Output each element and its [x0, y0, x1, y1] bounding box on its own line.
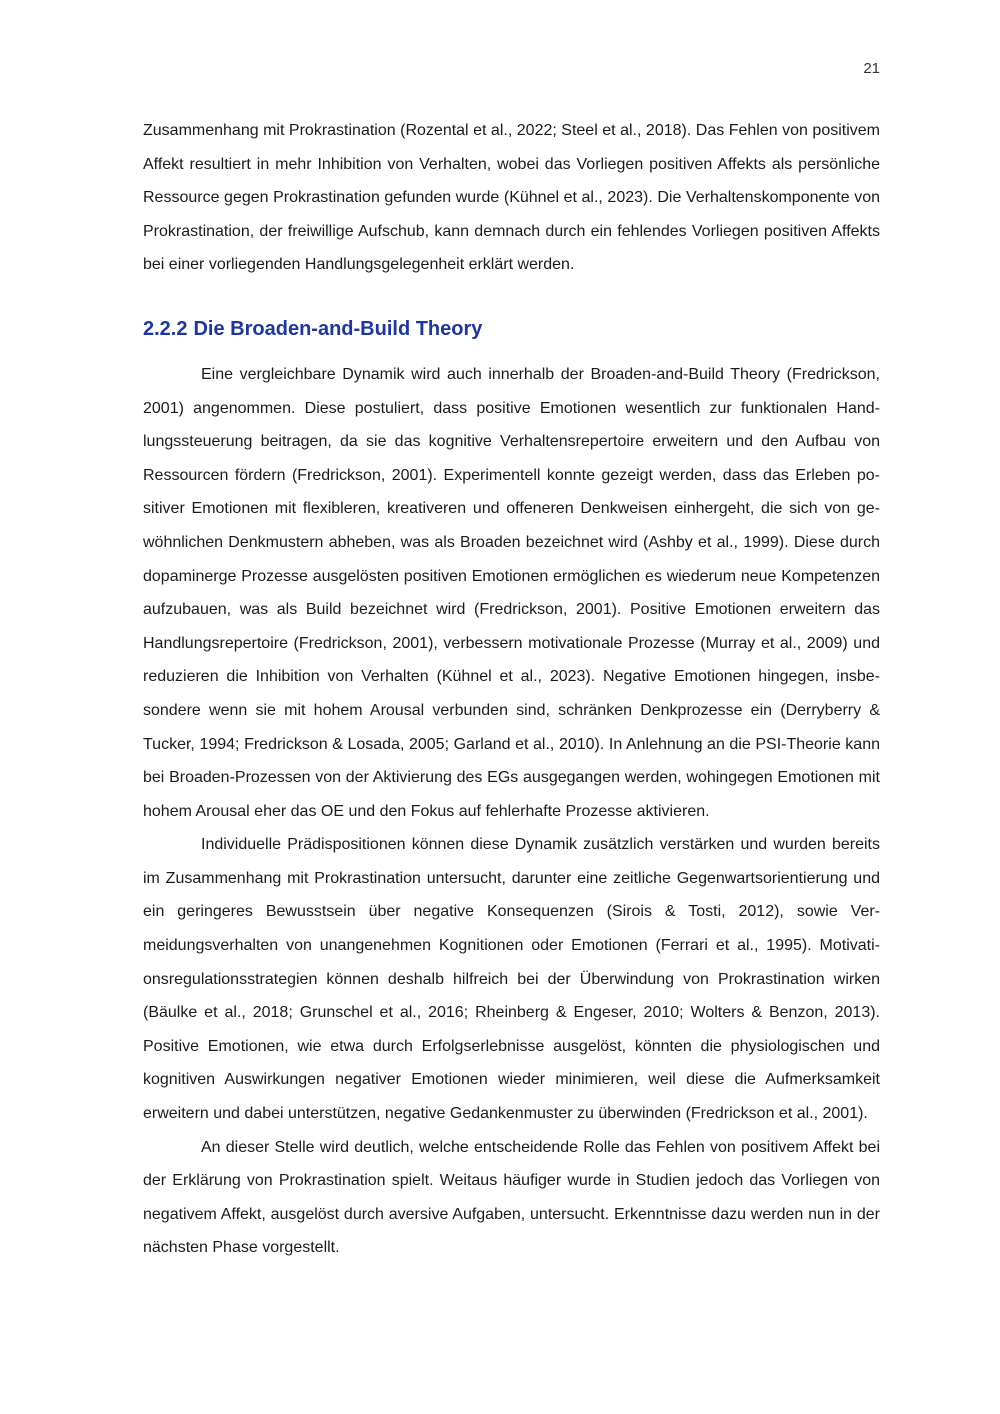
- paragraph-predispositions: Individuelle Prädispositionen können diese Dynamik zusätzlich verstärken und wurden bereits im Zusammenhang mit Prokrastination untersucht, darunter eine zeitliche Gegenwartsorientierung und ein geringeres Bewusstsein über negative Konsequenzen (Sirois & Tosti, 2012), sowie Vermeidungsverhalten von unangenehmen Kognitionen oder Emotionen (Ferrari et al., 1995). Motivationsregulationsstrategien können deshalb hilfreich bei der Überwindung von Prokrastination wirken (Bäulke et al., 2018; Grunschel et al., 2016; Rheinberg & Engeser, 2010; Wolters & Benzon, 2013). Positive Emotionen, wie etwa durch Erfolgserlebnisse ausgelöst, könnten die physiologischen und kognitiven Auswirkungen negativer Emotionen wieder minimieren, weil diese die Aufmerksamkeit erweitern und dabei unterstützen, negative Gedankenmuster zu überwinden (Fredrickson et al., 2001).: [143, 836, 880, 1123]
- section-heading: [143, 314, 880, 344]
- paragraph-continuation: Zusammenhang mit Prokrastination (Rozental et al., 2022; Steel et al., 2018). Das Fehlen von positivem Affekt resultiert in mehr Inhibition von Verhalten, wobei das Vorliegen positiven Affekts als persönliche Ressource gegen Prokrastination gefunden wurde (Kühnel et al., 2023). Die Verhaltenskomponente von Prokrastination, der freiwillige Aufschub, kann demnach durch ein fehlendes Vorliegen positiven Affekts bei einer vorliegenden Handlungsgelegenheit erklärt werden.: [143, 122, 880, 274]
- page-body: [143, 114, 880, 1265]
- paragraph-conclusion: An dieser Stelle wird deutlich, welche entscheidende Rolle das Fehlen von positivem Affekt bei der Erklärung von Prokrastination spielt. Weitaus häufiger wurde in Studien jedoch das Vorliegen von negativem Affekt, ausgelöst durch aversive Aufgaben, untersucht. Erkenntnisse dazu werden nun in der nächsten Phase vorgestellt.: [143, 1138, 880, 1257]
- paragraph-broaden-build: Eine vergleichbare Dynamik wird auch innerhalb der Broaden-and-Build Theory (Fredrickson, 2001) angenommen. Diese postuliert, dass positive Emotionen wesentlich zur funktionalen Handlungssteuerung beitragen, da sie das kognitive Verhaltensrepertoire erweitern und den Aufbau von Ressourcen fördern (Fredrickson, 2001). Experimentell konnte gezeigt werden, dass das Erleben positiver Emotionen mit flexibleren, kreativeren und offeneren Denkweisen einhergeht, die sich von gewöhnlichen Denkmustern abheben, was als Broaden bezeichnet wird (Ashby et al., 1999). Diese durch dopaminerge Prozesse ausgelösten positiven Emotionen ermöglichen es wiederum neue Kompetenzen aufzubauen, was als Build bezeichnet wird (Fredrickson, 2001). Positive Emotionen erweitern das Handlungsrepertoire (Fredrickson, 2001), verbessern motivationale Prozesse (Murray et al., 2009) und reduzieren die Inhibition von Verhalten (Kühnel et al., 2023). Negative Emotionen hingegen, insbesondere wenn sie mit hohem Arousal verbunden sind, schränken Denkprozesse ein (Derryberry & Tucker, 1994; Fredrickson & Losada, 2005; Garland et al., 2010). In Anlehnung an die PSI-Theorie kann bei Broaden-Prozessen von der Aktivierung des EGs ausgegangen werden, wohingegen Emotionen mit hohem Arousal eher das OE und den Fokus auf fehlerhafte Prozesse aktivieren.: [143, 365, 880, 820]
- section-title: Die Broaden-and-Build Theory: [193, 317, 483, 340]
- section-number: 2.2.2: [143, 317, 188, 340]
- page-number: 21: [863, 60, 880, 77]
